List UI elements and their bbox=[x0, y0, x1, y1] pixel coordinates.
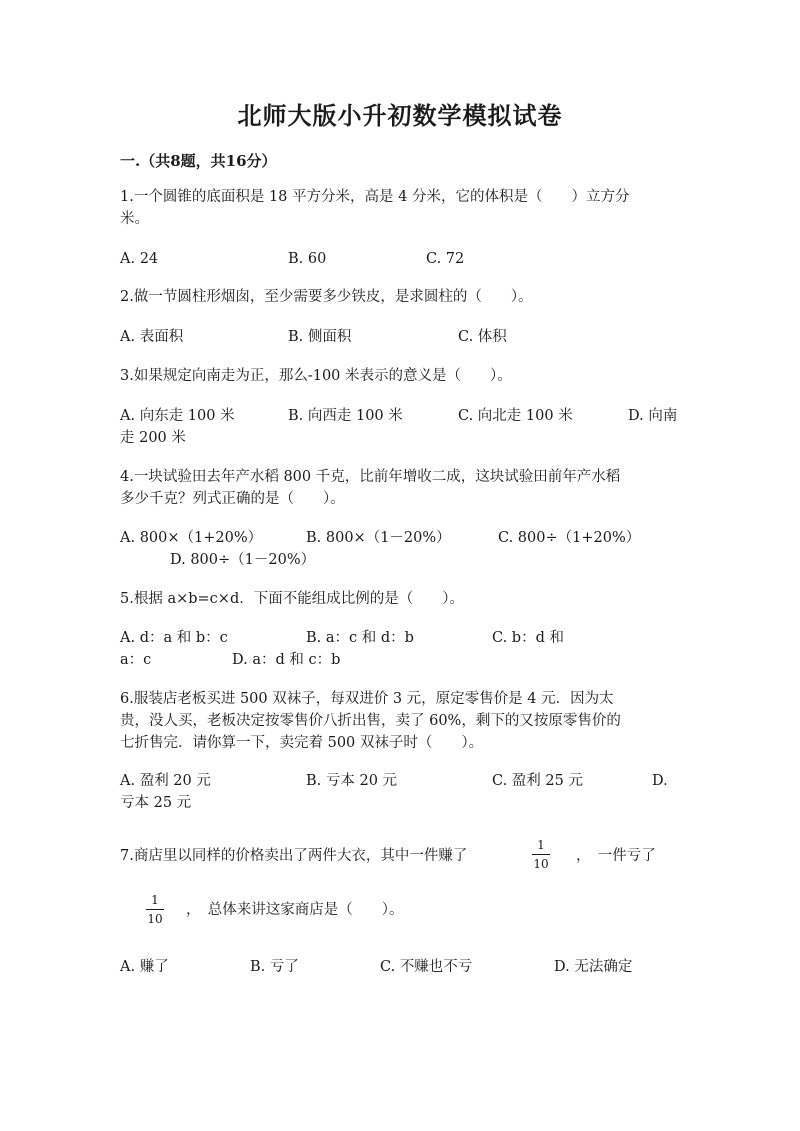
option-d[interactable]: D. 800÷（1－20%） bbox=[170, 552, 316, 568]
option-a[interactable]: A. d：a 和 b：c bbox=[120, 630, 228, 646]
option-c[interactable]: C. b：d 和 bbox=[492, 630, 564, 646]
question-6 bbox=[120, 688, 680, 754]
fraction-one-tenth-2 bbox=[146, 893, 164, 926]
option-b[interactable]: B. 800×（1－20%） bbox=[306, 530, 451, 546]
fraction-bar bbox=[532, 854, 550, 855]
option-c-continued: a：c bbox=[120, 652, 152, 668]
question-1-line-1: 1.一个圆锥的底面积是 18 平方分米，高是 4 分米，它的体积是（ ）立方分 bbox=[120, 189, 630, 205]
fraction-numerator: 1 bbox=[537, 838, 545, 852]
question-3-text: 3.如果规定向南走为正，那么-100 米表示的意义是（ ）。 bbox=[120, 368, 512, 384]
option-c[interactable]: C. 向北走 100 米 bbox=[458, 408, 573, 424]
question-5 bbox=[120, 588, 680, 610]
fraction-denominator: 10 bbox=[533, 857, 549, 871]
question-4 bbox=[120, 466, 680, 510]
fraction-one-tenth bbox=[532, 838, 550, 871]
option-d-continued: 亏本 25 元 bbox=[120, 795, 192, 811]
option-a[interactable]: A. 盈利 20 元 bbox=[120, 773, 211, 789]
question-7-part-2: ， 一件亏了 bbox=[576, 848, 656, 864]
option-a[interactable]: A. 赚了 bbox=[120, 959, 169, 975]
option-d[interactable]: D. 无法确定 bbox=[554, 959, 633, 975]
question-7-part-1: 7.商店里以同样的价格卖出了两件大衣，其中一件赚了 bbox=[120, 848, 468, 864]
option-d[interactable]: D. bbox=[652, 773, 668, 789]
question-2-text: 2.做一节圆柱形烟囱，至少需要多少铁皮，是求圆柱的（ ）。 bbox=[120, 289, 533, 305]
question-6-line-2: 贵，没人买，老板决定按零售价八折出售，卖了 60%，剩下的又按原零售价的 bbox=[120, 713, 621, 729]
fraction-denominator: 10 bbox=[147, 912, 163, 926]
question-6-line-3: 七折售完．请你算一下，卖完着 500 双袜子时（ ）。 bbox=[120, 735, 484, 751]
fraction-bar bbox=[146, 909, 164, 910]
question-4-line-1: 4.一块试验田去年产水稻 800 千克，比前年增收二成，这块试验田前年产水稻 bbox=[120, 469, 621, 485]
option-b[interactable]: B. 侧面积 bbox=[288, 329, 352, 345]
question-6-line-1: 6.服装店老板买进 500 双袜子，每双进价 3 元，原定零售价是 4 元．因为太 bbox=[120, 691, 614, 707]
question-4-line-2: 多少千克？列式正确的是（ ）。 bbox=[120, 491, 345, 507]
question-1 bbox=[120, 186, 680, 230]
option-b[interactable]: B. 向西走 100 米 bbox=[288, 408, 403, 424]
option-a[interactable]: A. 24 bbox=[120, 251, 159, 267]
section-heading: 一.（共8题，共16分） bbox=[120, 152, 277, 170]
option-a[interactable]: A. 800×（1+20%） bbox=[120, 530, 263, 546]
question-2 bbox=[120, 286, 680, 308]
option-c[interactable]: C. 800÷（1+20%） bbox=[498, 530, 641, 546]
page-title: 北师大版小升初数学模拟试卷 bbox=[237, 101, 563, 130]
option-d-continued: 走 200 米 bbox=[120, 430, 186, 446]
option-c[interactable]: C. 不赚也不亏 bbox=[380, 959, 473, 975]
option-b[interactable]: B. 60 bbox=[288, 251, 327, 267]
question-7-part-3: ， 总体来讲这家商店是（ ）。 bbox=[186, 902, 404, 918]
question-1-line-2: 米。 bbox=[120, 211, 149, 227]
option-b[interactable]: B. 亏本 20 元 bbox=[306, 773, 398, 789]
fraction-numerator: 1 bbox=[151, 893, 159, 907]
option-a[interactable]: A. 表面积 bbox=[120, 329, 184, 345]
option-a[interactable]: A. 向东走 100 米 bbox=[120, 408, 235, 424]
question-5-text: 5.根据 a×b=c×d．下面不能组成比例的是（ ）。 bbox=[120, 591, 464, 607]
option-c[interactable]: C. 盈利 25 元 bbox=[492, 773, 583, 789]
option-b[interactable]: B. a：c 和 d：b bbox=[306, 630, 414, 646]
option-d[interactable]: D. 向南 bbox=[628, 408, 678, 424]
option-b[interactable]: B. 亏了 bbox=[250, 959, 299, 975]
question-3 bbox=[120, 365, 680, 387]
option-c[interactable]: C. 体积 bbox=[458, 329, 507, 345]
option-c[interactable]: C. 72 bbox=[426, 251, 465, 267]
option-d[interactable]: D. a：d 和 c：b bbox=[232, 652, 341, 668]
